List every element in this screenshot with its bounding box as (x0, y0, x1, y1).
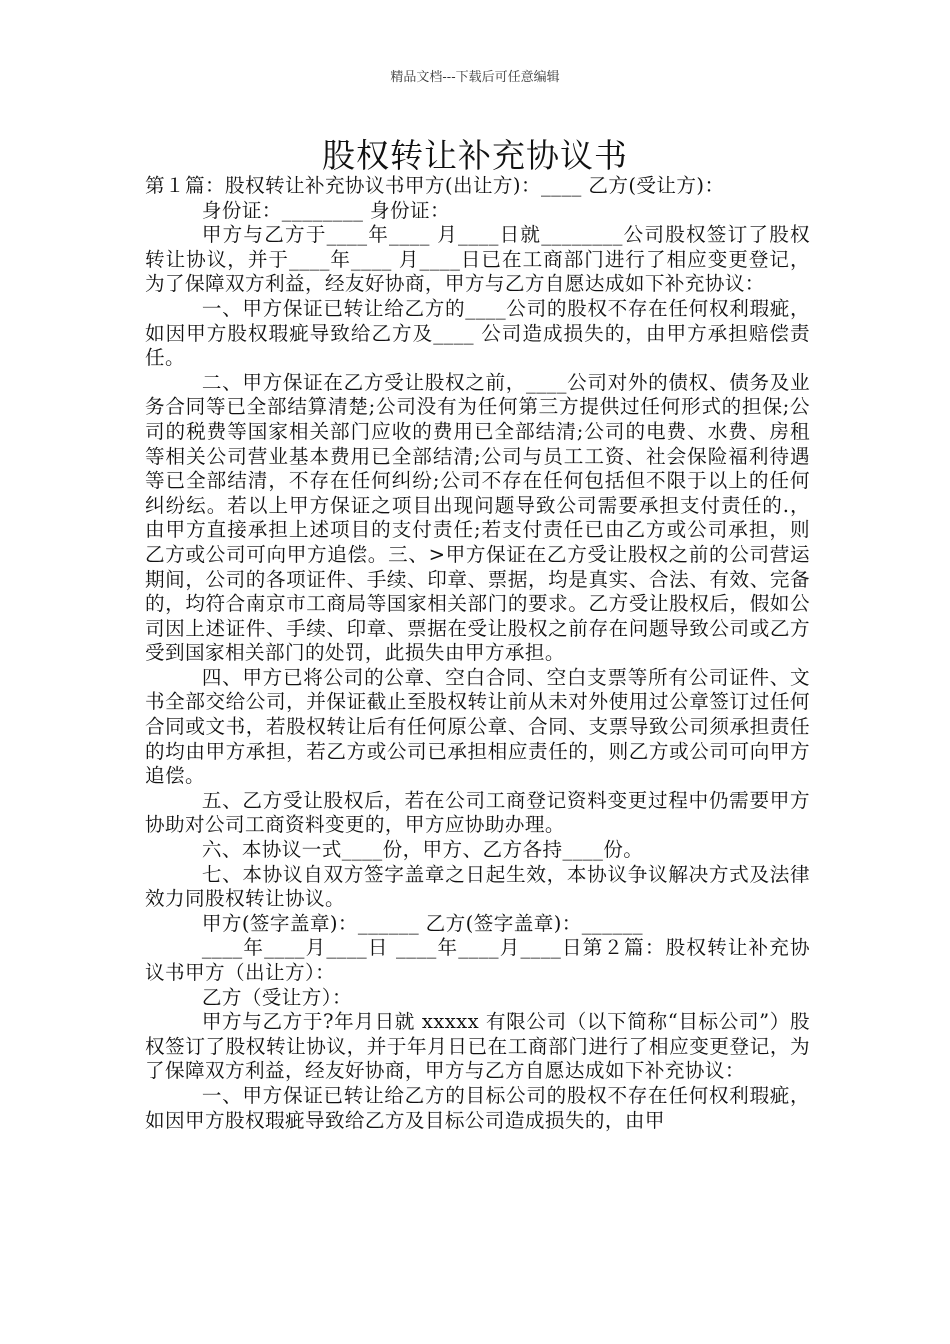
paragraph: 二、甲方保证在乙方受让股权之前，____公司对外的债权、债务及业务合同等已全部结算清楚;公司没有为任何第三方提供过任何形式的担保;公司的税费等国家相关部门应收的费用已全部结清;公司的电费、水费、房租等相关公司营业基本费用已全部结清;公司与员工工资、社会保险福利待遇等已全部结清，不存在任何纠纷;公司不存在任何包括但不限于以上的任何纠纷纭。若以上甲方保证之项目出现问题导致公司需要承担支付责任的.，由甲方直接承担上述项目的支付责任;若支付责任已由乙方或公司承担，则乙方或公司可向甲方追偿。三、>甲方保证在乙方受让股权之前的公司营运期间，公司的各项证件、手续、印章、票据，均是真实、合法、有效、完备的，均符合南京市工商局等国家相关部门的要求。乙方受让股权后，假如公司因上述证件、手续、印章、票据在受让股权之前存在问题导致公司或乙方受到国家相关部门的处罚，此损失由甲方承担。 (145, 370, 810, 665)
document-title: 股权转让补充协议书 (322, 136, 628, 175)
paragraph: 一、甲方保证已转让给乙方的目标公司的股权不存在任何权利瑕疵，如因甲方股权瑕疵导致给乙方及目标公司造成损失的，由甲 (145, 1083, 810, 1132)
signature-line: 甲方(签字盖章)：______ 乙方(签字盖章)：______ (201, 911, 643, 935)
paragraph: 一、甲方保证已转让给乙方的____公司的股权不存在任何权利瑕疵，如因甲方股权瑕疵导致给乙方及____ 公司造成损失的，由甲方承担赔偿责任。 (145, 296, 810, 370)
paragraph: ____年____月____日 ____年____月____日第２篇：股权转让补充协议书甲方（出让方）： (145, 936, 810, 984)
paragraph: 四、甲方已将公司的公章、空白合同、空白支票等所有公司证件、文书全部交给公司，并保证截止至股权转让前从未对外使用过公章签订过任何合同或文书，若股权转让后有任何原公章、合同、支票导致公司须承担责任的均由甲方承担，若乙方或公司已承担相应责任的，则乙方或公司可向甲方追偿。 (145, 665, 810, 788)
paragraph: 甲方与乙方于?年月日就 xxxxx 有限公司（以下简称“目标公司”）股权签订了股权转让协议，并于年月日已在工商部门进行了相应变更登记，为了保障双方利益，经友好协商，甲方与乙方自愿达成如下补充协议： (145, 1010, 810, 1083)
paragraph: 乙方（受让方）： (201, 985, 352, 1009)
paragraph: 六、本协议一式____份，甲方、乙方各持____份。 (201, 838, 644, 862)
header-note: 精品文档---下载后可任意编辑 (390, 70, 560, 85)
document-body (145, 174, 810, 1133)
paragraph: 五、乙方受让股权后，若在公司工商登记资料变更过程中仍需要甲方协助对公司工商资料变更的，甲方应协助办理。 (145, 788, 810, 837)
paragraph: 七、本协议自双方签字盖章之日起生效，本协议争议解决方式及法律效力同股权转让协议。 (145, 862, 810, 911)
paragraph: 甲方与乙方于____年____ 月____日就________公司股权签订了股权转让协议，并于____年____ 月____日已在工商部门进行了相应变更登记，为了保障双方利益，经友好协商，甲方与乙方自愿达成如下补充协议： (145, 223, 810, 296)
paragraph: 身份证：________ 身份证： (201, 198, 450, 222)
paragraph: 第１篇：股权转让补充协议书甲方(出让方)：____ 乙方(受让方)： (145, 174, 725, 197)
